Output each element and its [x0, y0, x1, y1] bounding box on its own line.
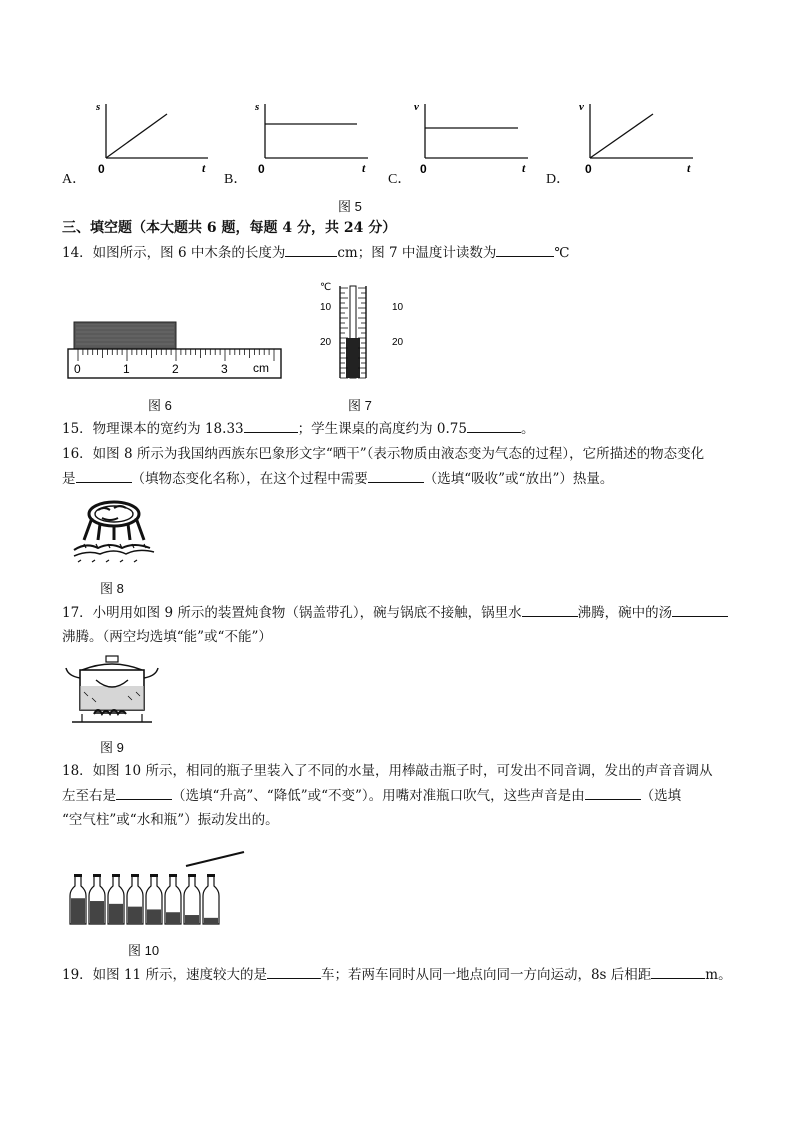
figure-7-thermometer [318, 278, 410, 382]
ruler-unit: cm [253, 361, 269, 375]
q15-blank-1[interactable] [244, 420, 298, 433]
graph-b-y-label: s [255, 101, 260, 113]
bottle-water [204, 918, 218, 924]
q19-text-3: m。 [705, 967, 732, 983]
question-15 [62, 420, 534, 438]
bottle-water [90, 901, 104, 924]
thermo-right-10: 10 [392, 302, 404, 313]
bottle [203, 874, 219, 924]
thermo-left-20: 20 [320, 337, 332, 348]
figure-9-pot [62, 652, 162, 730]
question-14 [62, 244, 570, 262]
striking-rod [186, 852, 244, 866]
ruler-tick-3: 3 [221, 362, 228, 376]
figure-8-pictograph [70, 496, 160, 568]
bottle [165, 874, 181, 924]
q18-text-4: （选填 [640, 788, 682, 804]
thermo-left-10: 10 [320, 302, 332, 313]
option-a-label: A． [62, 172, 87, 187]
q15-text-2: ；学生课桌的高度约为 0.75 [297, 421, 467, 437]
q18-line-1: 18．如图 10 所示，相同的瓶子里装入了不同的水量，用棒敲击瓶子时，可发出不同音调，发出的声音音调从 [62, 763, 713, 779]
figure-9-caption: 图 9 [100, 740, 124, 755]
ruler-tick-0: 0 [74, 362, 81, 376]
figure-10-caption: 图 10 [128, 943, 160, 958]
graph-b-x-label: t [362, 161, 366, 175]
q14-text-3: ℃ [554, 245, 570, 261]
q16-blank-2[interactable] [368, 470, 424, 483]
bottle-water [109, 904, 123, 924]
q14-text-1: 14．如图所示，图 6 中木条的长度为 [62, 245, 286, 261]
bottle-water [147, 909, 161, 924]
figure-8-caption: 图 8 [100, 581, 124, 596]
thermo-right-20: 20 [392, 337, 404, 348]
q19-blank-2[interactable] [651, 966, 705, 979]
graph-a-line [106, 114, 167, 158]
thermo-liquid-body [346, 338, 360, 378]
q14-blank-1[interactable] [285, 244, 337, 257]
graph-c-x-label: t [522, 161, 526, 175]
q18-line-3: “空气柱”或“水和瓶”）振动发出的。 [62, 812, 279, 828]
q18-blank-2[interactable] [585, 787, 641, 800]
graph-c [410, 98, 535, 176]
q16-line-1: 16．如图 8 所示为我国纳西族东巴象形文字“晒干”（表示物质由液态变为气态的过程），它所描述的物态变化 [62, 446, 705, 462]
q17-text-2: 沸腾，碗中的汤 [577, 605, 673, 621]
q18-text-2: 左至右是 [62, 788, 116, 804]
bottle [184, 874, 200, 924]
question-19 [62, 966, 732, 984]
q17-text-1: 17．小明用如图 9 所示的装置炖食物（锅盖带孔），碗与锅底不接触，锅里水 [62, 605, 522, 621]
graph-c-origin: 0 [420, 162, 427, 176]
bottle-water [128, 907, 142, 924]
graph-a-y-label: s [96, 101, 101, 113]
q16-text-3: （填物态变化名称），在这个过程中需要 [131, 471, 368, 487]
figure-5-caption: 图 5 [338, 199, 362, 214]
graph-a [90, 98, 215, 176]
graph-d-line [590, 114, 653, 158]
q17-blank-1[interactable] [522, 604, 578, 617]
bottle [127, 874, 143, 924]
ruler-tick-1: 1 [123, 362, 130, 376]
q17-blank-2[interactable] [672, 604, 728, 617]
option-b-label: B． [224, 172, 248, 187]
option-d-label: D． [546, 172, 571, 187]
bottle-water [185, 915, 199, 924]
graph-a-x-label: t [202, 161, 206, 175]
q14-blank-2[interactable] [496, 244, 554, 257]
thermo-unit: ℃ [320, 282, 332, 293]
graph-d-x-label: t [687, 161, 691, 175]
figure-10-bottles [66, 846, 250, 930]
q19-text-1: 19．如图 11 所示，速度较大的是 [62, 967, 267, 983]
graph-d-origin: 0 [585, 162, 592, 176]
q18-blank-1[interactable] [116, 787, 172, 800]
bottle-water [166, 912, 180, 924]
q16-text-2: 是 [62, 471, 76, 487]
graph-a-origin: 0 [98, 162, 105, 176]
bottle-water [71, 898, 85, 924]
graph-b-origin: 0 [258, 162, 265, 176]
graph-c-y-label: v [414, 101, 419, 113]
bottle [89, 874, 105, 924]
section-title: 三、填空题（本大题共 6 题，每题 4 分，共 24 分） [62, 220, 397, 236]
question-17-line-1 [62, 604, 728, 622]
figure-7-caption: 图 7 [348, 398, 372, 413]
figure-6-ruler [66, 320, 286, 382]
q16-blank-1[interactable] [76, 470, 132, 483]
figure-6-caption: 图 6 [148, 398, 172, 413]
bottle [70, 874, 86, 924]
graph-d-y-label: v [579, 101, 584, 113]
graph-d [575, 98, 700, 176]
question-16-line-2 [62, 470, 613, 488]
q18-text-3: （选填“升高”、“降低”或“不变”）。用嘴对准瓶口吹气，这些声音是由 [172, 788, 585, 804]
bottle [146, 874, 162, 924]
graph-b [250, 98, 375, 176]
ruler-tick-2: 2 [172, 362, 179, 376]
q19-text-2: 车；若两车同时从同一地点向同一方向运动，8s 后相距 [320, 967, 652, 983]
q19-blank-1[interactable] [267, 966, 321, 979]
q16-text-4: （选填“吸收”或“放出”）热量。 [423, 471, 614, 487]
q15-text-1: 15．物理课本的宽约为 18.33 [62, 421, 244, 437]
q14-text-2: cm；图 7 中温度计读数为 [337, 245, 497, 261]
q15-blank-2[interactable] [467, 420, 521, 433]
q15-text-3: 。 [520, 421, 535, 437]
bottle [108, 874, 124, 924]
option-c-label: C． [388, 172, 412, 187]
question-18-line-2 [62, 787, 681, 805]
q17-line-2: 沸腾。（两空均选填“能”或“不能”） [62, 629, 272, 645]
